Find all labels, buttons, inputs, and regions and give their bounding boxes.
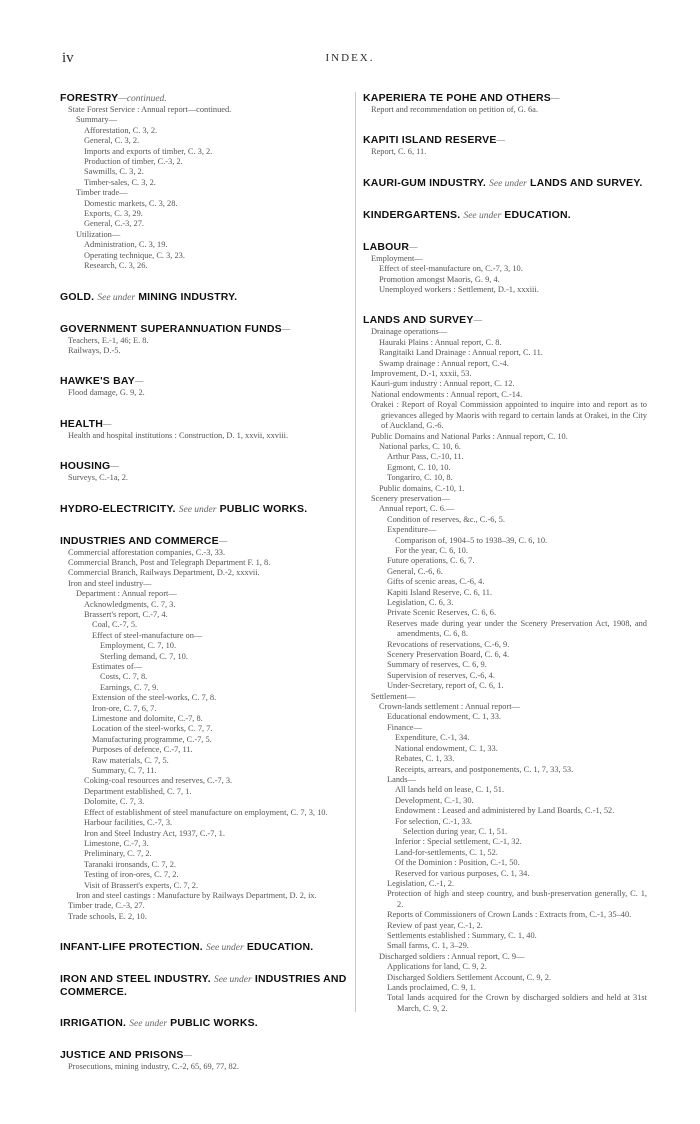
index-subentry: Swamp drainage : Annual report, C.-4. — [379, 358, 509, 368]
index-subentry: Total lands acquired for the Crown by discharged soldiers and held at 31st March, C. 9, 2. — [387, 993, 647, 1013]
index-subentry: Crown-lands settlement : Annual report— — [379, 702, 520, 712]
index-subentry: Inferior : Special settlement, C.-1, 32. — [395, 837, 522, 847]
heading-suffix: — — [218, 536, 228, 547]
index-subentry: Annual report, C. 6.— — [379, 504, 455, 514]
index-subentry: Summary— — [76, 115, 117, 125]
index-subentry: Summary, C. 7, 11. — [92, 766, 157, 776]
index-entry — [60, 503, 350, 516]
cross-reference: EDUCATION. — [246, 941, 314, 954]
cross-reference: MINING INDUSTRY. — [138, 290, 238, 303]
index-subentry: All lands held on lease, C. 1, 51. — [395, 785, 505, 795]
index-subentry: Public domains, C.-10, 1. — [379, 483, 465, 493]
heading-text: INDUSTRIES AND COMMERCE — [60, 534, 219, 547]
index-entry — [363, 92, 647, 115]
index-entry — [60, 1049, 350, 1072]
cross-reference: INDUSTRIES AND COMMERCE. — [60, 973, 347, 999]
index-subentry: Afforestation, C. 3, 2. — [84, 125, 158, 135]
index-subentry: Employment— — [371, 253, 423, 263]
index-subentry: Earnings, C. 7, 9. — [100, 682, 159, 692]
heading-text: HOUSING — [60, 460, 111, 473]
index-subentry: Flood damage, G. 9, 2. — [68, 388, 145, 398]
entry-heading — [363, 134, 647, 147]
index-subentry: Egmont, C. 10, 10. — [387, 462, 451, 472]
index-subentry: Condition of reserves, &c., C.-6, 5. — [387, 514, 505, 524]
heading-suffix: — — [183, 1051, 193, 1062]
index-subentry: Harbour facilities, C.-7, 3. — [84, 818, 173, 828]
heading-text: HEALTH — [60, 417, 104, 430]
index-subentry: Settlements established : Summary, C. 1, 40. — [387, 931, 537, 940]
see-under-label: See under — [129, 1019, 168, 1030]
index-subentry: Timber trade, C.-3, 27. — [68, 901, 145, 911]
index-entry — [60, 418, 350, 441]
index-subentry: Iron and steel industry— — [68, 578, 152, 588]
index-subentry: Rebates, C. 1, 33. — [395, 754, 455, 764]
index-subentry: Iron and steel castings : Manufacture by Railways Department, D. 2, ix. — [76, 890, 317, 900]
index-subentry: Preliminary, C. 7, 2. — [84, 849, 152, 859]
index-entry — [363, 209, 647, 222]
index-subentry: Commercial Branch, Railways Department, D.-2, xxxvii. — [68, 568, 260, 578]
see-under-label: See under — [178, 504, 217, 515]
index-subentry: Kauri-gum industry : Annual report, C. 12. — [371, 379, 515, 389]
entry-heading — [60, 92, 350, 105]
index-subentry: Commercial afforestation companies, C.-3, 33. — [68, 547, 226, 557]
index-subentry: Prosecutions, mining industry, C.-2, 65, 69, 77, 82. — [68, 1062, 239, 1072]
index-subentry: Rangitaiki Land Drainage : Annual report, C. 11. — [379, 348, 543, 358]
entry-heading — [60, 291, 350, 304]
cross-reference: PUBLIC WORKS. — [219, 502, 308, 515]
index-subentry: Under-Secretary, report of, C. 6, 1. — [387, 681, 504, 691]
heading-text: GOLD. — [60, 290, 95, 303]
index-entry — [60, 941, 350, 954]
index-entry — [363, 134, 647, 157]
entry-heading — [60, 1017, 350, 1030]
index-subentry: Expenditure, C.-1, 34. — [395, 733, 470, 743]
index-entry — [60, 92, 350, 272]
heading-text: KAPERIERA TE POHE AND OTHERS — [363, 92, 552, 104]
entry-heading — [363, 314, 647, 327]
index-subentry: Imports and exports of timber, C. 3, 2. — [84, 146, 213, 156]
index-entry — [363, 314, 647, 1014]
index-subentry: Drainage operations— — [371, 327, 448, 337]
entry-heading — [363, 92, 647, 105]
index-subentry: Expenditure— — [387, 525, 437, 535]
heading-suffix: — — [551, 94, 560, 104]
index-subentry: Effect of steel-manufacture on— — [92, 630, 203, 640]
index-entry — [60, 973, 350, 998]
index-subentry: For the year, C. 6, 10. — [395, 545, 468, 555]
see-under-label: See under — [463, 210, 502, 221]
index-entry — [60, 535, 350, 923]
index-subentry: Promotion amongst Maoris, G. 9, 4. — [379, 274, 500, 284]
index-subentry: Teachers, E.-1, 46; E. 8. — [68, 335, 149, 345]
index-subentry: For selection, C.-1, 33. — [395, 816, 472, 826]
index-subentry: Exports, C. 3, 29. — [84, 209, 143, 219]
index-subentry: Operating technique, C. 3, 23. — [84, 250, 185, 260]
heading-text: HYDRO-ELECTRICITY. — [60, 502, 176, 515]
heading-suffix: — — [409, 242, 418, 253]
index-subentry: Lands proclaimed, C. 9, 1. — [387, 983, 476, 993]
index-subentry: Discharged Soldiers Settlement Account, C. 9, 2. — [387, 972, 552, 982]
index-subentry: Limestone and dolomite, C.-7, 8. — [92, 714, 203, 724]
index-subentry: Railways, D.-5. — [68, 345, 121, 355]
index-subentry: Applications for land, C. 9, 2. — [387, 962, 487, 972]
index-subentry: Acknowledgments, C. 7, 3. — [84, 599, 176, 609]
index-subentry: Small farms, C. 1, 3–29. — [387, 941, 469, 951]
index-subentry: Timber-sales, C. 3, 2. — [84, 177, 156, 187]
index-column-right — [363, 92, 647, 1033]
index-subentry: Unemployed workers : Settlement, D.-1, xxxiii. — [379, 285, 539, 295]
index-subentry: Costs, C. 7, 8. — [100, 672, 148, 682]
entry-heading — [60, 535, 350, 548]
index-subentry: Hauraki Plains : Annual report, C. 8. — [379, 337, 502, 347]
index-entry — [60, 323, 350, 357]
index-subentry: Future operations, C. 6, 7. — [387, 556, 475, 566]
index-entry — [60, 375, 350, 398]
cross-reference: EDUCATION. — [504, 208, 571, 221]
index-subentry: Effect of steel-manufacture on, C.-7, 3, 10. — [379, 264, 523, 274]
index-subentry: Administration, C. 3, 19. — [84, 240, 168, 250]
index-entry — [60, 1017, 350, 1030]
index-subentry: Taranaki ironsands, C. 7, 2. — [84, 859, 176, 869]
index-subentry: Brassert's report, C.-7, 4. — [84, 609, 168, 619]
see-under-label: See under — [97, 292, 136, 303]
entry-heading — [60, 460, 350, 473]
heading-text: KINDERGARTENS. — [363, 208, 461, 221]
index-entry — [363, 241, 647, 296]
index-subentry: Estimates of— — [92, 662, 143, 671]
index-subentry: Kapiti Island Reserve, C. 6, 11. — [387, 587, 493, 597]
index-subentry: Extension of the steel-works, C. 7, 8. — [92, 693, 217, 703]
column-divider — [355, 92, 356, 1012]
heading-text: FORESTRY — [60, 92, 119, 104]
index-subentry: Testing of iron-ores, C. 7, 2. — [84, 870, 179, 880]
entry-heading — [363, 241, 647, 254]
index-subentry: Orakei : Report of Royal Commission appointed to inquire into and report as to grievances alleged by Maoris with regard to certain lands at Orakei, in the City of Auckland, G.-6. — [371, 400, 647, 431]
index-column-left — [60, 92, 350, 1092]
index-subentry: Review of past year, C.-1, 2. — [387, 920, 483, 930]
index-subentry: Revocations of reservations, C.-6, 9. — [387, 639, 510, 649]
index-entry — [60, 291, 350, 304]
index-subentry: Department : Annual report— — [76, 589, 177, 599]
page-number: iv — [62, 50, 74, 66]
heading-suffix: — — [496, 136, 505, 147]
entry-heading — [60, 375, 350, 388]
index-subentry: Timber trade— — [76, 188, 128, 198]
index-subentry: Coking-coal resources and reserves, C.-7, 3. — [84, 776, 233, 786]
heading-text: LABOUR — [363, 240, 410, 253]
entry-heading — [60, 418, 350, 431]
index-subentry: Improvement, D.-1, xxxii, 53. — [371, 369, 472, 379]
heading-suffix: — — [281, 324, 291, 335]
index-subentry: Production of timber, C.-3, 2. — [84, 157, 183, 167]
index-subentry: General, C.-3, 27. — [84, 219, 145, 229]
page-header — [62, 50, 638, 70]
cross-reference: LANDS AND SURVEY. — [529, 176, 643, 189]
heading-text: KAPITI ISLAND RESERVE — [363, 134, 497, 147]
index-subentry: Limestone, C.-7, 3. — [84, 838, 149, 848]
index-subentry: National endowment, C. 1, 33. — [395, 743, 498, 753]
heading-text: GOVERNMENT SUPERANNUATION FUNDS — [60, 322, 282, 335]
index-subentry: National parks, C. 10, 6. — [379, 441, 461, 451]
index-subentry: Raw materials, C. 7, 5. — [92, 755, 169, 765]
index-subentry: Sawmills, C. 3, 2. — [84, 167, 144, 177]
index-subentry: Selection during year, C. 1, 51. — [403, 826, 508, 836]
index-subentry: Tongariro, C. 10, 8. — [387, 473, 453, 483]
page-title: INDEX. — [325, 52, 375, 64]
heading-text: INFANT-LIFE PROTECTION. — [60, 941, 203, 954]
index-subentry: Utilization— — [76, 229, 121, 239]
index-subentry: Coal, C.-7, 5. — [92, 620, 138, 630]
heading-text: IRON AND STEEL INDUSTRY. — [60, 973, 211, 986]
index-subentry: Legislation, C.-1, 2. — [387, 878, 454, 888]
entry-heading — [60, 503, 350, 516]
index-subentry: Gifts of scenic areas, C.-6, 4. — [387, 577, 485, 587]
entry-heading — [60, 941, 350, 954]
index-subentry: Reserves made during year under the Scenery Preservation Act, 1908, and amendments, C. 6, 8. — [387, 618, 647, 639]
heading-text: KAURI-GUM INDUSTRY. — [363, 176, 486, 189]
index-subentry: Private Scenic Reserves, C. 6, 6. — [387, 608, 497, 618]
see-under-label: See under — [489, 178, 527, 189]
see-under-label: See under — [205, 943, 244, 954]
heading-suffix: — — [473, 316, 483, 327]
index-subentry: Location of the steel-works, C. 7, 7. — [92, 724, 213, 734]
index-subentry: Visit of Brassert's experts, C. 7, 2. — [84, 880, 199, 890]
see-under-label: See under — [213, 975, 252, 986]
heading-suffix: — — [103, 419, 112, 430]
index-subentry: General, C. 3, 2. — [84, 136, 140, 146]
index-subentry: Surveys, C.-1a, 2. — [68, 473, 129, 483]
index-subentry: Development, C.-1, 30. — [395, 795, 474, 805]
index-subentry: Legislation, C. 6, 3. — [387, 598, 454, 607]
index-subentry: Employment, C. 7, 10. — [100, 641, 177, 651]
index-subentry: Settlement— — [371, 691, 416, 701]
heading-suffix: — — [134, 377, 144, 388]
index-subentry: Reports of Commissioners of Crown Lands : Extracts from, C.-1, 35–40. — [387, 910, 632, 920]
index-subentry: National endowments : Annual report, C.-14. — [371, 389, 523, 399]
heading-suffix: —continued. — [118, 94, 167, 104]
index-subentry: Purposes of defence, C.-7, 11. — [92, 745, 193, 755]
index-subentry: Scenery preservation— — [371, 493, 450, 503]
index-subentry: Comparison of, 1904–5 to 1938–39, C. 6, 10. — [395, 535, 548, 545]
index-subentry: Report and recommendation on petition of, G. 6a. — [371, 105, 538, 114]
index-subentry: Land-for-settlements, C. 1, 52. — [395, 847, 498, 857]
index-subentry: Endowment : Leased and administered by Land Boards, C.-1, 52. — [395, 806, 615, 816]
index-subentry: Iron and Steel Industry Act, 1937, C.-7, 1. — [84, 828, 225, 838]
index-subentry: Sterling demand, C. 7, 10. — [100, 651, 188, 661]
index-entry — [60, 460, 350, 483]
index-subentry: Educational endowment, C. 1, 33. — [387, 712, 501, 722]
index-subentry: Health and hospital institutions : Construction, D. 1, xxvii, xxviii. — [68, 430, 289, 440]
index-subentry: State Forest Service : Annual report—continued. — [68, 105, 232, 114]
heading-text: IRRIGATION. — [60, 1017, 127, 1030]
entry-heading — [60, 973, 350, 998]
heading-text: JUSTICE AND PRISONS — [60, 1049, 184, 1062]
index-entry — [363, 177, 647, 190]
index-subentry: Receipts, arrears, and postponements, C. 1, 7, 33, 53. — [395, 764, 574, 774]
index-subentry: Dolomite, C. 7, 3. — [84, 797, 145, 807]
index-subentry: Summary of reserves, C. 6, 9. — [387, 660, 487, 670]
index-subentry: Discharged soldiers : Annual report, C. 9— — [379, 951, 525, 961]
cross-reference: PUBLIC WORKS. — [170, 1017, 258, 1030]
index-subentry: Report, C. 6, 11. — [371, 147, 427, 157]
index-subentry: Protection of high and steep country, and bush-preservation generally, C. 1, 2. — [387, 889, 647, 909]
index-subentry: Trade schools, E. 2, 10. — [68, 911, 147, 921]
index-subentry: Of the Dominion : Position, C.-1, 50. — [395, 858, 520, 868]
index-subentry: Reserved for various purposes, C. 1, 34. — [395, 868, 530, 878]
index-subentry: Department established, C. 7, 1. — [84, 786, 192, 796]
index-subentry: Scenery Preservation Board, C. 6, 4. — [387, 650, 510, 660]
entry-heading — [363, 209, 647, 222]
index-subentry: Arthur Pass, C.-10, 11. — [387, 452, 464, 462]
index-subentry: Lands— — [387, 774, 416, 784]
index-subentry: Research, C. 3, 26. — [84, 261, 148, 271]
entry-heading — [60, 323, 350, 336]
index-subentry: Effect of establishment of steel manufacture on employment, C. 7, 3, 10. — [84, 807, 328, 817]
index-subentry: Public Domains and National Parks : Annual report, C. 10. — [371, 431, 568, 441]
heading-text: HAWKE'S BAY — [60, 375, 135, 388]
index-subentry: Finance— — [387, 722, 422, 732]
entry-heading — [363, 177, 647, 190]
entry-heading — [60, 1049, 350, 1062]
index-subentry: Manufacturing programme, C.-7, 5. — [92, 734, 212, 744]
index-subentry: Supervision of reserves, C.-6, 4. — [387, 670, 495, 680]
index-subentry: Iron-ore, C. 7, 6, 7. — [92, 703, 157, 713]
heading-suffix: — — [110, 462, 119, 473]
index-subentry: Commercial Branch, Post and Telegraph Department F. 1, 8. — [68, 557, 271, 567]
index-subentry: Domestic markets, C. 3, 28. — [84, 198, 178, 208]
index-subentry: General, C.-6, 6. — [387, 566, 443, 576]
heading-text: LANDS AND SURVEY — [363, 314, 474, 327]
